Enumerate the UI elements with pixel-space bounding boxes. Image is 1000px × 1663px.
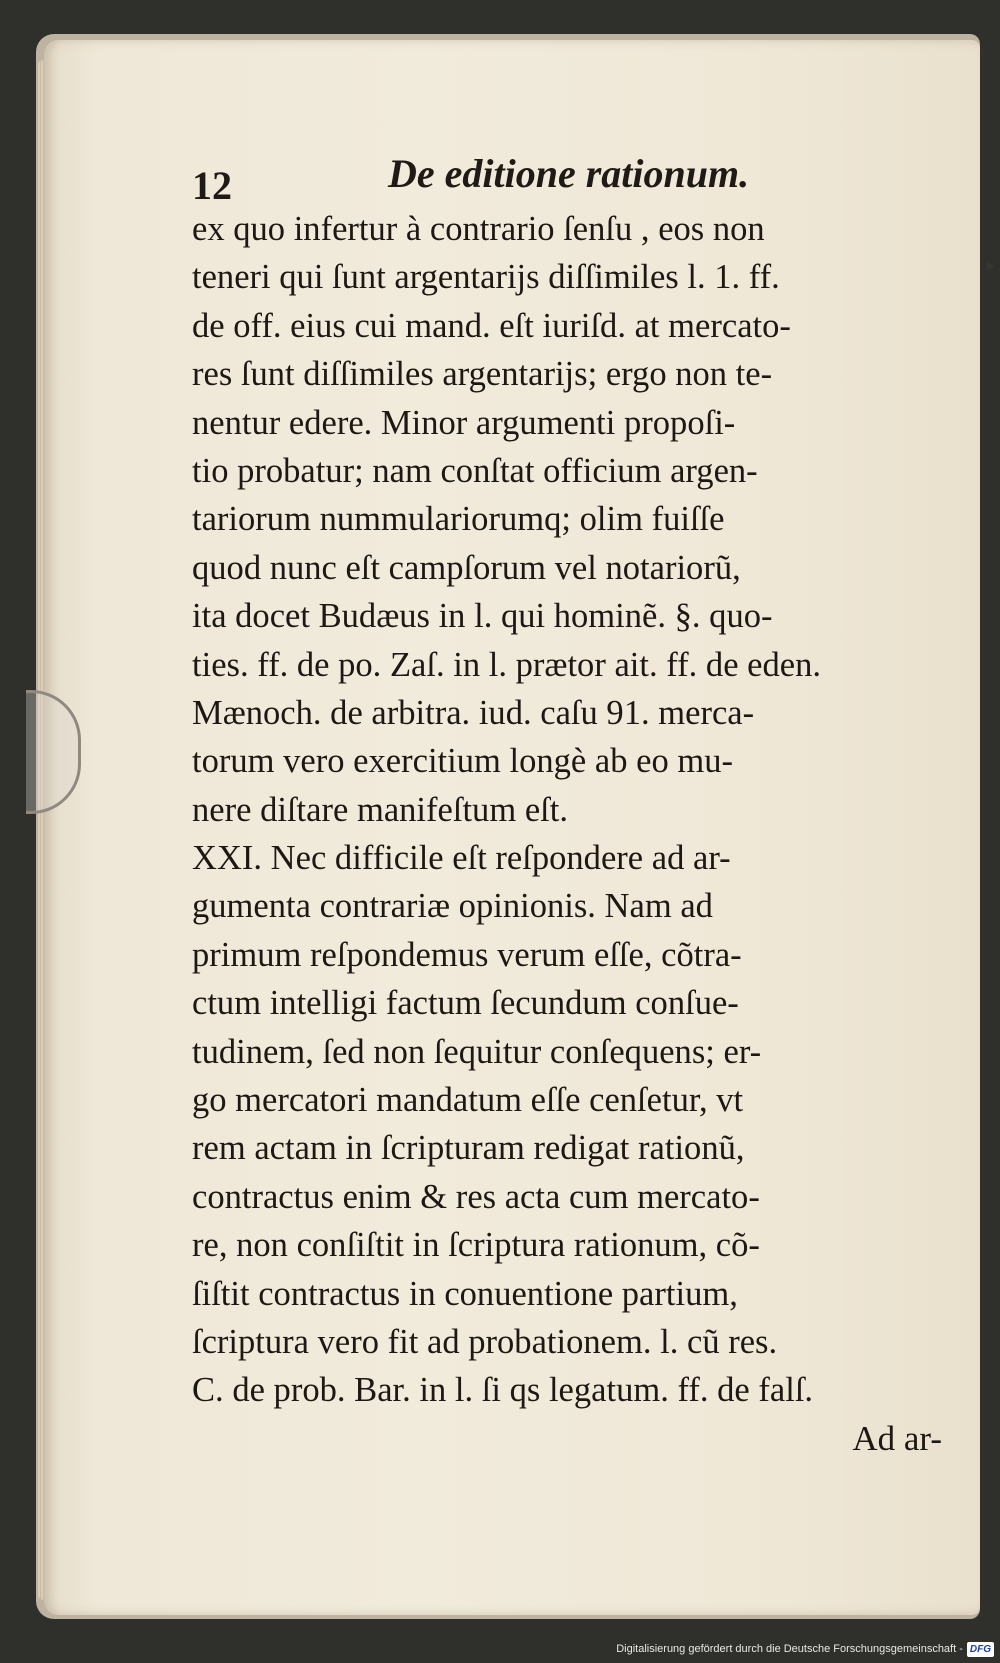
text-line: quod nunc eſt campſorum vel notariorũ, — [192, 547, 741, 587]
text-line: de off. eius cui mand. eſt iuriſd. at mercato- — [192, 305, 791, 345]
text-line: re, non conſiſtit in ſcriptura rationum, cõ- — [192, 1225, 760, 1265]
running-title: De editione rationum. — [388, 151, 750, 196]
text-line: nere diſtare manifeſtum eſt. — [192, 789, 569, 829]
text-line: go mercatori mandatum eſſe cenſetur, vt — [192, 1080, 744, 1120]
body-text — [192, 205, 952, 1463]
footer-credit: Digitalisierung gefördert durch die Deutsche Forschungsgemeinschaft - — [616, 1643, 963, 1655]
text-line: tio probatur; nam conſtat officium argen- — [192, 450, 758, 490]
text-line: torum vero exercitium longè ab eo mu- — [192, 741, 734, 781]
text-line: ex quo infertur à contrario ſenſu , eos non — [192, 209, 765, 248]
text-line: primum reſpondemus verum eſſe, cõtra- — [192, 934, 742, 974]
text-line: Mænoch. de arbitra. iud. caſu 91. merca- — [192, 692, 755, 732]
margin-mark: ▸ — [986, 255, 996, 275]
text-line: ctum intelligi factum ſecundum conſue- — [192, 983, 739, 1023]
catchword: Ad ar- — [852, 1418, 942, 1458]
text-line: ita docet Budæus in l. qui hominẽ. §. quo- — [192, 596, 773, 636]
text-line: ties. ff. de po. Zaſ. in l. prætor ait. ff. de eden. — [192, 644, 822, 684]
text-line: XXI. Nec difficile eſt reſpondere ad ar- — [192, 838, 731, 878]
text-line: tariorum nummulariorumq; olim fuiſſe — [192, 499, 725, 539]
text-line: ſcriptura vero fit ad probationem. l. cũ res. — [192, 1321, 778, 1361]
page-header — [192, 150, 952, 206]
text-line: contractus enim & res acta cum mercato- — [192, 1176, 760, 1216]
text-line: tudinem, ſed non ſequitur conſequens; er- — [192, 1031, 762, 1071]
text-line: ſiſtit contractus in conuentione partium, — [192, 1273, 738, 1313]
text-line: teneri qui ſunt argentarijs diſſimiles l. 1. ff. — [192, 257, 780, 297]
text-line: nentur edere. Minor argumenti propoſi- — [192, 402, 736, 442]
text-line: C. de prob. Bar. in l. ſi qs legatum. ff. de falſ. — [192, 1370, 814, 1410]
text-line: gumenta contrariæ opinionis. Nam ad — [192, 886, 713, 926]
text-line: res ſunt diſſimiles argentarijs; ergo non te- — [192, 354, 773, 394]
dfg-logo: DFG — [967, 1642, 994, 1657]
page-number: 12 — [192, 163, 232, 208]
text-line: rem actam in ſcripturam redigat rationũ, — [192, 1128, 745, 1168]
digitization-footer — [616, 1639, 994, 1659]
